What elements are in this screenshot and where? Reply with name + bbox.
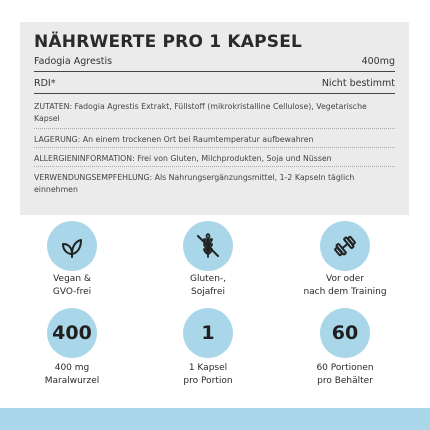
caption-line: Sojafrei bbox=[191, 287, 225, 297]
dotted-divider bbox=[34, 147, 395, 148]
caption-line: 60 Portionen bbox=[316, 363, 374, 373]
leaf-icon bbox=[47, 221, 97, 271]
divider bbox=[34, 93, 395, 94]
dotted-divider bbox=[34, 128, 395, 129]
caption-line: pro Portion bbox=[183, 376, 233, 386]
caption-line: Vegan & bbox=[53, 274, 91, 284]
storage-text: LAGERUNG: An einem trockenen Ort bei Raumtemperatur aufbewahren bbox=[34, 135, 314, 144]
feature-caption bbox=[275, 273, 415, 299]
stat-circle bbox=[320, 308, 370, 358]
nutrition-panel bbox=[20, 22, 409, 215]
bottom-accent-bar bbox=[0, 408, 430, 430]
wheat-crossed-icon bbox=[183, 221, 233, 271]
caption-line: GVO-frei bbox=[52, 287, 92, 297]
caption-line: Vor oder bbox=[326, 274, 364, 284]
rdi-label: RDI* bbox=[34, 78, 56, 89]
stat-number: 1 bbox=[201, 322, 215, 344]
dumbbell-icon bbox=[320, 221, 370, 271]
caption-line: 400 mg bbox=[54, 363, 90, 373]
nutrient-amount: 400mg bbox=[361, 56, 395, 67]
stat-number: 60 bbox=[331, 322, 359, 344]
stat-caption bbox=[138, 362, 278, 388]
caption-line: Gluten-, bbox=[189, 274, 227, 284]
stat-caption bbox=[2, 362, 142, 388]
usage-text: VERWENDUNGSEMPFEHLUNG: Als Nahrungsergänzungsmittel, 1-2 Kapseln täglich einnehmen bbox=[34, 173, 355, 194]
caption-line: 1 Kapsel bbox=[188, 363, 228, 373]
rdi-value: Nicht bestimmt bbox=[321, 78, 395, 89]
divider bbox=[34, 71, 395, 72]
ingredients-text: ZUTATEN: Fadogia Agrestis Extrakt, Füllstoff (mikrokristalline Cellulose), Vegetarische Kapsel bbox=[34, 102, 367, 123]
panel-title: NÄHRWERTE PRO 1 KAPSEL bbox=[34, 32, 303, 52]
rdi-row bbox=[34, 78, 395, 89]
nutrient-name: Fadogia Agrestis bbox=[34, 56, 113, 67]
caption-line: pro Behälter bbox=[317, 376, 373, 386]
caption-line: Maralwurzel bbox=[44, 376, 100, 386]
stat-caption bbox=[275, 362, 415, 388]
allergen-text: ALLERGIENINFORMATION: Frei von Gluten, Milchprodukten, Soja und Nüssen bbox=[34, 154, 332, 163]
feature-caption bbox=[2, 273, 142, 299]
caption-line: nach dem Training bbox=[303, 287, 387, 297]
stat-number: 400 bbox=[52, 322, 92, 344]
stat-circle bbox=[183, 308, 233, 358]
feature-caption bbox=[138, 273, 278, 299]
nutrient-row bbox=[34, 56, 395, 67]
dotted-divider bbox=[34, 166, 395, 167]
stat-circle bbox=[47, 308, 97, 358]
